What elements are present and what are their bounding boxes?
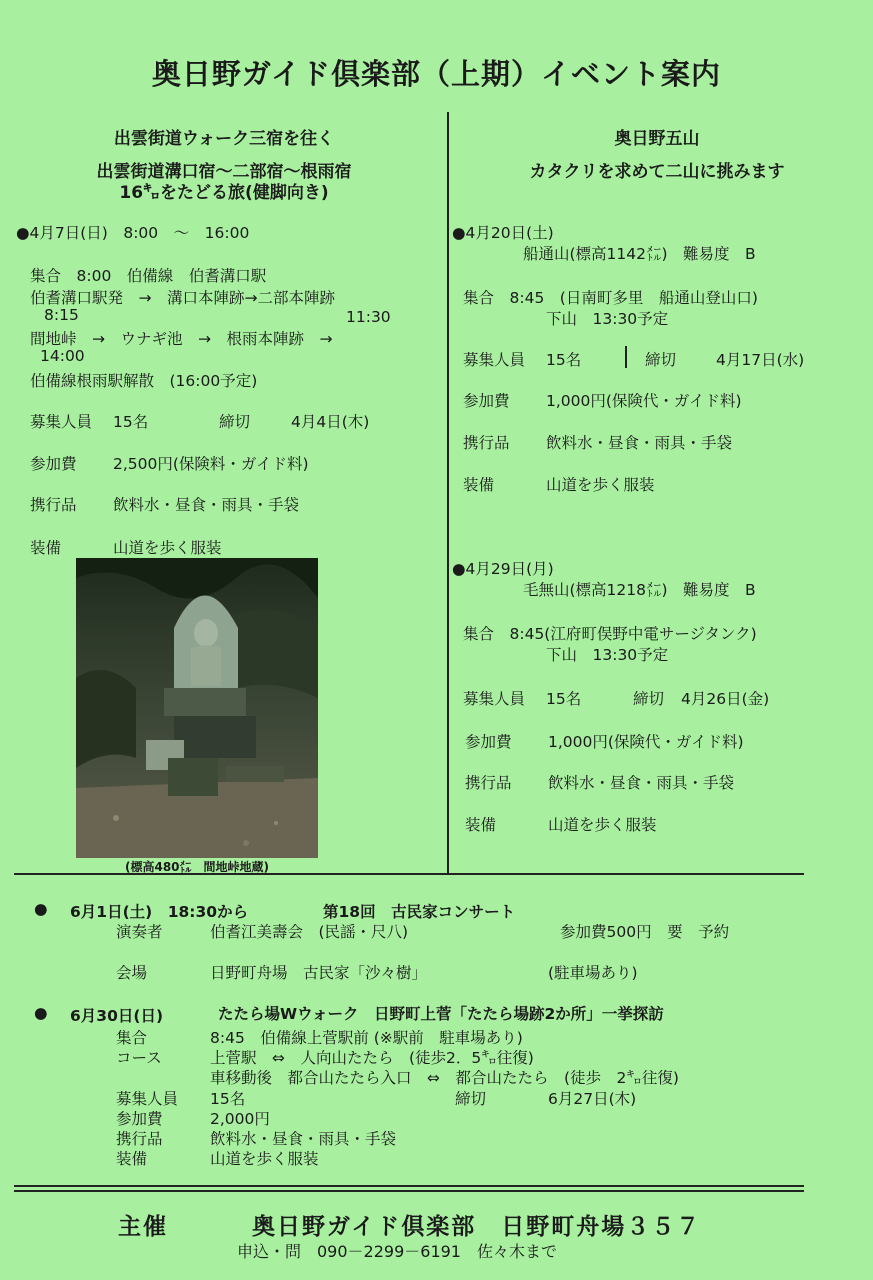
page-title: 奥日野ガイド倶楽部（上期）イベント案内 bbox=[151, 57, 722, 91]
event2-fee-label: 参加費 bbox=[465, 733, 512, 751]
left-heading-2: 出雲街道溝口宿～二部宿～根雨宿 bbox=[96, 162, 352, 182]
concert-name: 第18回 古民家コンサート bbox=[323, 903, 516, 921]
tatara-date: 6月30日(日) bbox=[70, 1007, 164, 1025]
event2-deadline-label: 締切 bbox=[633, 690, 665, 708]
left-fee-label: 参加費 bbox=[30, 455, 77, 473]
sponsor-name: 奥日野ガイド倶楽部 日野町舟場３５７ bbox=[252, 1214, 702, 1240]
event2-descend: 下山 13:30予定 bbox=[546, 646, 669, 664]
tatara-course-label: コース bbox=[116, 1049, 162, 1067]
event2-mountain: 毛無山(標高1218㍍) 難易度 B bbox=[523, 581, 756, 599]
event1-deadline: 4月17日(水) bbox=[716, 351, 805, 369]
event2-items-label: 携行品 bbox=[465, 774, 512, 792]
event1-descend: 下山 13:30予定 bbox=[546, 310, 669, 328]
tatara-items-label: 携行品 bbox=[116, 1130, 163, 1148]
event1-fee-label: 参加費 bbox=[463, 392, 510, 410]
event1-capacity-label: 募集人員 bbox=[463, 351, 526, 369]
event2-capacity: 15名 bbox=[546, 690, 582, 708]
event2-deadline: 4月26日(金) bbox=[681, 690, 770, 708]
concert-date: 6月1日(土) 18:30から bbox=[70, 903, 249, 921]
left-deadline: 4月4日(木) bbox=[291, 413, 370, 431]
event1-separator bbox=[625, 346, 627, 368]
tatara-course-1: 上菅駅 ⇔ 人向山たたら (徒歩2．5㌔往復) bbox=[210, 1049, 534, 1067]
concert-performer-label: 演奏者 bbox=[116, 923, 163, 941]
tatara-course-2: 車移動後 都合山たたら入口 ⇔ 都合山たたら (徒歩 2㌔往復) bbox=[210, 1069, 679, 1087]
event2-items: 飲料水・昼食・雨具・手袋 bbox=[548, 774, 735, 792]
left-meet: 集合 8:00 伯備線 伯耆溝口駅 bbox=[30, 267, 267, 285]
concert-venue: 日野町舟場 古民家「沙々樹」 bbox=[210, 964, 428, 982]
tatara-meet-label: 集合 bbox=[116, 1029, 148, 1047]
tatara-deadline-label: 締切 bbox=[455, 1090, 487, 1108]
event1-date: ●4月20日(土) bbox=[452, 224, 554, 242]
tatara-equip-label: 装備 bbox=[116, 1150, 148, 1168]
event1-mountain: 船通山(標高1142㍍) 難易度 B bbox=[523, 245, 756, 263]
left-heading-1: 出雲街道ウォーク三宿を往く bbox=[113, 129, 335, 149]
footer-divider-bottom bbox=[14, 1190, 804, 1192]
concert-fee: 参加費500円 要 予約 bbox=[560, 923, 730, 941]
left-route-3: 伯備線根雨駅解散 (16:00予定) bbox=[30, 372, 258, 390]
jizo-statue-image bbox=[76, 558, 318, 858]
concert-bullet: ● bbox=[34, 900, 48, 918]
tatara-capacity: 15名 bbox=[210, 1090, 246, 1108]
left-route-2: 間地峠 → ウナギ池 → 根雨本陣跡 → bbox=[30, 330, 333, 348]
tatara-bullet: ● bbox=[34, 1004, 48, 1022]
left-date: ●4月7日(日) 8:00 ～ 16:00 bbox=[16, 224, 250, 242]
contact-info: 申込・問 090－2299－6191 佐々木まで bbox=[237, 1242, 557, 1261]
event1-deadline-label: 締切 bbox=[645, 351, 677, 369]
left-capacity-label: 募集人員 bbox=[30, 413, 93, 431]
event1-items: 飲料水・昼食・雨具・手袋 bbox=[546, 434, 733, 452]
tatara-deadline: 6月27日(木) bbox=[548, 1090, 637, 1108]
left-fee: 2,500円(保険料・ガイド料) bbox=[113, 455, 309, 473]
sponsor-label: 主催 bbox=[118, 1214, 168, 1240]
event2-meet: 集合 8:45(江府町俣野中電サージタンク) bbox=[463, 625, 757, 643]
left-route-1-time-start: 8:15 bbox=[44, 306, 79, 324]
tatara-meet: 8:45 伯備線上菅駅前 (※駅前 駐車場あり) bbox=[210, 1029, 523, 1047]
concert-venue-label: 会場 bbox=[116, 964, 148, 982]
left-route-1-time-end: 11:30 bbox=[346, 308, 391, 326]
event1-items-label: 携行品 bbox=[463, 434, 510, 452]
left-items-label: 携行品 bbox=[30, 496, 77, 514]
left-deadline-label: 締切 bbox=[219, 413, 251, 431]
left-heading-3: 16㌔をたどる旅(健脚向き) bbox=[119, 183, 329, 203]
right-heading-1: 奥日野五山 bbox=[614, 129, 700, 149]
left-equip-label: 装備 bbox=[30, 539, 62, 557]
concert-performer: 伯耆江美壽会 (民謡・尺八) bbox=[210, 923, 409, 941]
left-route-2-time: 14:00 bbox=[40, 347, 85, 365]
event2-date: ●4月29日(月) bbox=[452, 560, 554, 578]
tatara-equip: 山道を歩く服装 bbox=[210, 1150, 319, 1168]
event2-capacity-label: 募集人員 bbox=[463, 690, 526, 708]
event1-capacity: 15名 bbox=[546, 351, 582, 369]
photo-caption: (標高480㍍ 間地峠地蔵) bbox=[124, 860, 270, 874]
event1-fee: 1,000円(保険代・ガイド料) bbox=[546, 392, 742, 410]
event1-meet: 集合 8:45 (日南町多里 船通山登山口) bbox=[463, 289, 758, 307]
tatara-fee-label: 参加費 bbox=[116, 1110, 163, 1128]
concert-parking: (駐車場あり) bbox=[548, 964, 638, 982]
jizo-photo bbox=[76, 558, 318, 858]
tatara-name: たたら場Wウォーク 日野町上菅「たたら場跡2か所」一挙探訪 bbox=[218, 1005, 664, 1023]
left-capacity: 15名 bbox=[113, 413, 149, 431]
event2-equip-label: 装備 bbox=[465, 816, 497, 834]
column-divider bbox=[447, 112, 449, 874]
left-items: 飲料水・昼食・雨具・手袋 bbox=[113, 496, 300, 514]
event1-equip: 山道を歩く服装 bbox=[546, 476, 655, 494]
tatara-fee: 2,000円 bbox=[210, 1110, 270, 1128]
tatara-capacity-label: 募集人員 bbox=[116, 1090, 179, 1108]
event1-equip-label: 装備 bbox=[463, 476, 495, 494]
right-heading-2: カタクリを求めて二山に挑みます bbox=[529, 162, 785, 182]
left-equip: 山道を歩く服装 bbox=[113, 539, 222, 557]
event2-fee: 1,000円(保険代・ガイド料) bbox=[548, 733, 744, 751]
left-route-1: 伯耆溝口駅発 → 溝口本陣跡→二部本陣跡 bbox=[30, 289, 335, 307]
event2-equip: 山道を歩く服装 bbox=[548, 816, 657, 834]
tatara-items: 飲料水・昼食・雨具・手袋 bbox=[210, 1130, 397, 1148]
footer-divider-top bbox=[14, 1185, 804, 1187]
